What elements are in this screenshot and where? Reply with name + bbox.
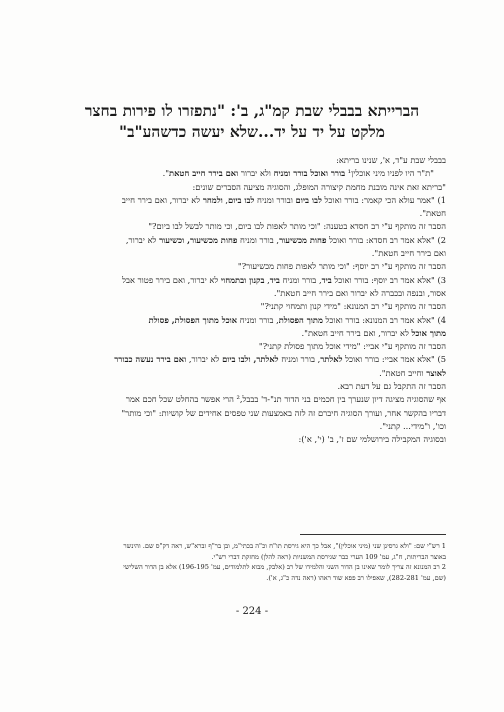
text-line: אסור, ובנפה ובכברה לא יברור ואם בירר חייב חטאת". bbox=[273, 287, 446, 298]
text-span: ובורר ומניח bbox=[254, 194, 296, 205]
bold-span: מתוך אוכל bbox=[411, 327, 446, 338]
bold-span: לאלתר, ולבו ביום bbox=[222, 354, 279, 365]
text-span: "ת"ר היו לפניו מיני אוכלין¹ bbox=[345, 168, 434, 179]
page-heading bbox=[60, 100, 444, 142]
bold-span: בורר ואוכל בורר ומניח bbox=[273, 168, 346, 179]
text-line: הסבר זה מותקף ע"י רב המנונא: "מידי קנון ותמחוי קתני?" bbox=[260, 301, 446, 312]
bold-span: לאלתר bbox=[320, 354, 343, 365]
text-span: 3) "אלא אמר רב יוסף: בורר ואוכל bbox=[331, 274, 446, 285]
text-line bbox=[58, 314, 446, 327]
bold-span: לאוצר bbox=[426, 367, 446, 378]
text-line bbox=[58, 274, 446, 287]
footnote-line: (שם, עמ' 282-281), שאפילו רב פפא שוד ראהו (ראה נדה כ"ג, א'). bbox=[266, 573, 446, 582]
text-line: הסבר זה התקבל גם על דעת רבא. bbox=[337, 381, 446, 392]
bold-span: ביד bbox=[269, 274, 280, 285]
text-span: , בורר ומניח bbox=[278, 354, 321, 365]
text-span: , בורר ומניח bbox=[279, 274, 322, 285]
text-span: לא יברור, bbox=[186, 354, 223, 365]
text-line: ובסוגיה המקבילה בירושלמי שם ז', ב' (י', א'): bbox=[298, 434, 446, 445]
text-span: לא יברור, ואם בירר חייב חטאת". bbox=[301, 327, 412, 338]
bold-span: ואם בירר חייב חטאת bbox=[169, 168, 239, 179]
page-number: - 224 - bbox=[235, 606, 269, 617]
heading-line-2: מלקט על יד על יד...שלא יעשה כדשהע"ב" bbox=[119, 122, 385, 141]
bold-span: ולמחר bbox=[202, 194, 223, 205]
text-line: אף שהסוגיה מציגה דיון שנערך בין חכמים בני הדור תנ"-ד' בבבל,² הרי אפשר בהחלט שכל חכם אמר bbox=[125, 394, 446, 405]
footnote-line: באוצר הבריתות, ח"ג, עמ' 109 הערי כבר שגירסת המשניות (ראה להלן) מחזקת דברי רש"י. bbox=[211, 552, 446, 561]
bold-span: פחות מכשיעור, וכשיעור bbox=[159, 234, 238, 245]
text-line bbox=[58, 353, 446, 366]
text-span: ולא יברור bbox=[238, 168, 274, 179]
text-line: ואם בירר חייב חטאת". bbox=[371, 248, 446, 259]
text-span: 1) "אמר עולא הכי קאמר: בורר ואוכל bbox=[321, 194, 446, 205]
text-span: , bbox=[264, 274, 270, 285]
heading-line-1: הברייתא בבבלי שבת קמ"ג, ב': "נתפזרו לו פירות בחצר bbox=[84, 101, 420, 120]
body-text bbox=[58, 154, 446, 447]
text-line: הסבר זה מותקף ע"י אביי: "מידי אוכל מתוך פסולת קתני?" bbox=[258, 341, 446, 352]
text-line: בבבלי שבת ע"ד, א', שנינו בריתא: bbox=[336, 155, 446, 165]
text-span: 5) "אלא אמר אביי: בורר ואוכל bbox=[342, 354, 446, 365]
bold-span: מתוך הפסולת bbox=[278, 314, 323, 325]
text-span: וחייב חטאת". bbox=[379, 367, 427, 378]
bold-span: ואם בירר נעשה כבורר bbox=[114, 354, 187, 365]
text-line bbox=[58, 327, 446, 340]
text-line bbox=[58, 234, 446, 247]
bold-span: פחות מכשיעור bbox=[279, 234, 327, 245]
text-line: חטאת". bbox=[419, 208, 446, 219]
text-span: , בורר ומניח bbox=[237, 234, 280, 245]
bold-span: לבו ביום bbox=[295, 194, 322, 205]
bold-span: אוכל מתוך הפסולת, פסולת bbox=[148, 314, 238, 325]
footnote-divider bbox=[300, 534, 446, 535]
bold-span: בקנון ובתמחוי bbox=[220, 274, 265, 285]
text-line: הסבר זה מותקף ע"י רב חסדא בטענה: "וכי מותר לאפות לבו ביום, וכי מותר לבשל לבו ביום?" bbox=[148, 221, 446, 232]
text-line: הסבר זה מותקף ע"י רב יוסף: "וכי מותר לאפות פחות מכשיעור?" bbox=[237, 261, 446, 272]
text-span: לא יברור, ואם בירר חייב bbox=[121, 194, 203, 205]
footnote-line: 2 רב המנונא זה צריך לומר שאינו בן הדור השני והלמידו של רב (אלבק, מבוא לתלמודים, עמ' 196-195) אלא בן הדור השלישי bbox=[123, 563, 446, 571]
text-line bbox=[58, 194, 446, 207]
text-span: ". bbox=[162, 168, 170, 179]
text-line: "בריתא זאת אינה מובנת מחמת קיצורה המופלג, והסוגיה מציעה הסברים שונים: bbox=[192, 181, 446, 192]
text-span: 2) "אלא אמר רב חסדא: בורר ואוכל bbox=[326, 234, 446, 245]
text-line bbox=[58, 367, 446, 380]
text-line: דבריו בהקשר אחר, ועורך הסוגיה חיברם זה לזה באמצעות שני טפסים אחידים של קושיות: "וכי מותר" bbox=[121, 407, 446, 418]
footnotes bbox=[58, 541, 446, 583]
text-line bbox=[58, 167, 446, 180]
text-span: , בורר ומניח bbox=[237, 314, 279, 325]
text-span: 4) "אלא אמר רב המנונא: בורר ואוכל bbox=[322, 314, 446, 325]
bold-span: ביד bbox=[321, 274, 332, 285]
text-line: וכו', ו"מידי... קתני". bbox=[379, 420, 446, 431]
text-span: לא יברור, bbox=[125, 234, 160, 245]
text-span: , bbox=[222, 194, 229, 205]
bold-span: לבו ביום bbox=[228, 194, 255, 205]
text-span: לא יברור, ואם בירר פטור אבל bbox=[122, 274, 221, 285]
footnote-line: 1 רש"י שם: "ולא גרסינן שני (מיני אוכלין)", אבל כך היא גירסת תו"ח וכ"ה בכתי"מ, ובן בר"ף וברא"ש, ראה דק"ס שם. והינשר bbox=[123, 542, 446, 550]
